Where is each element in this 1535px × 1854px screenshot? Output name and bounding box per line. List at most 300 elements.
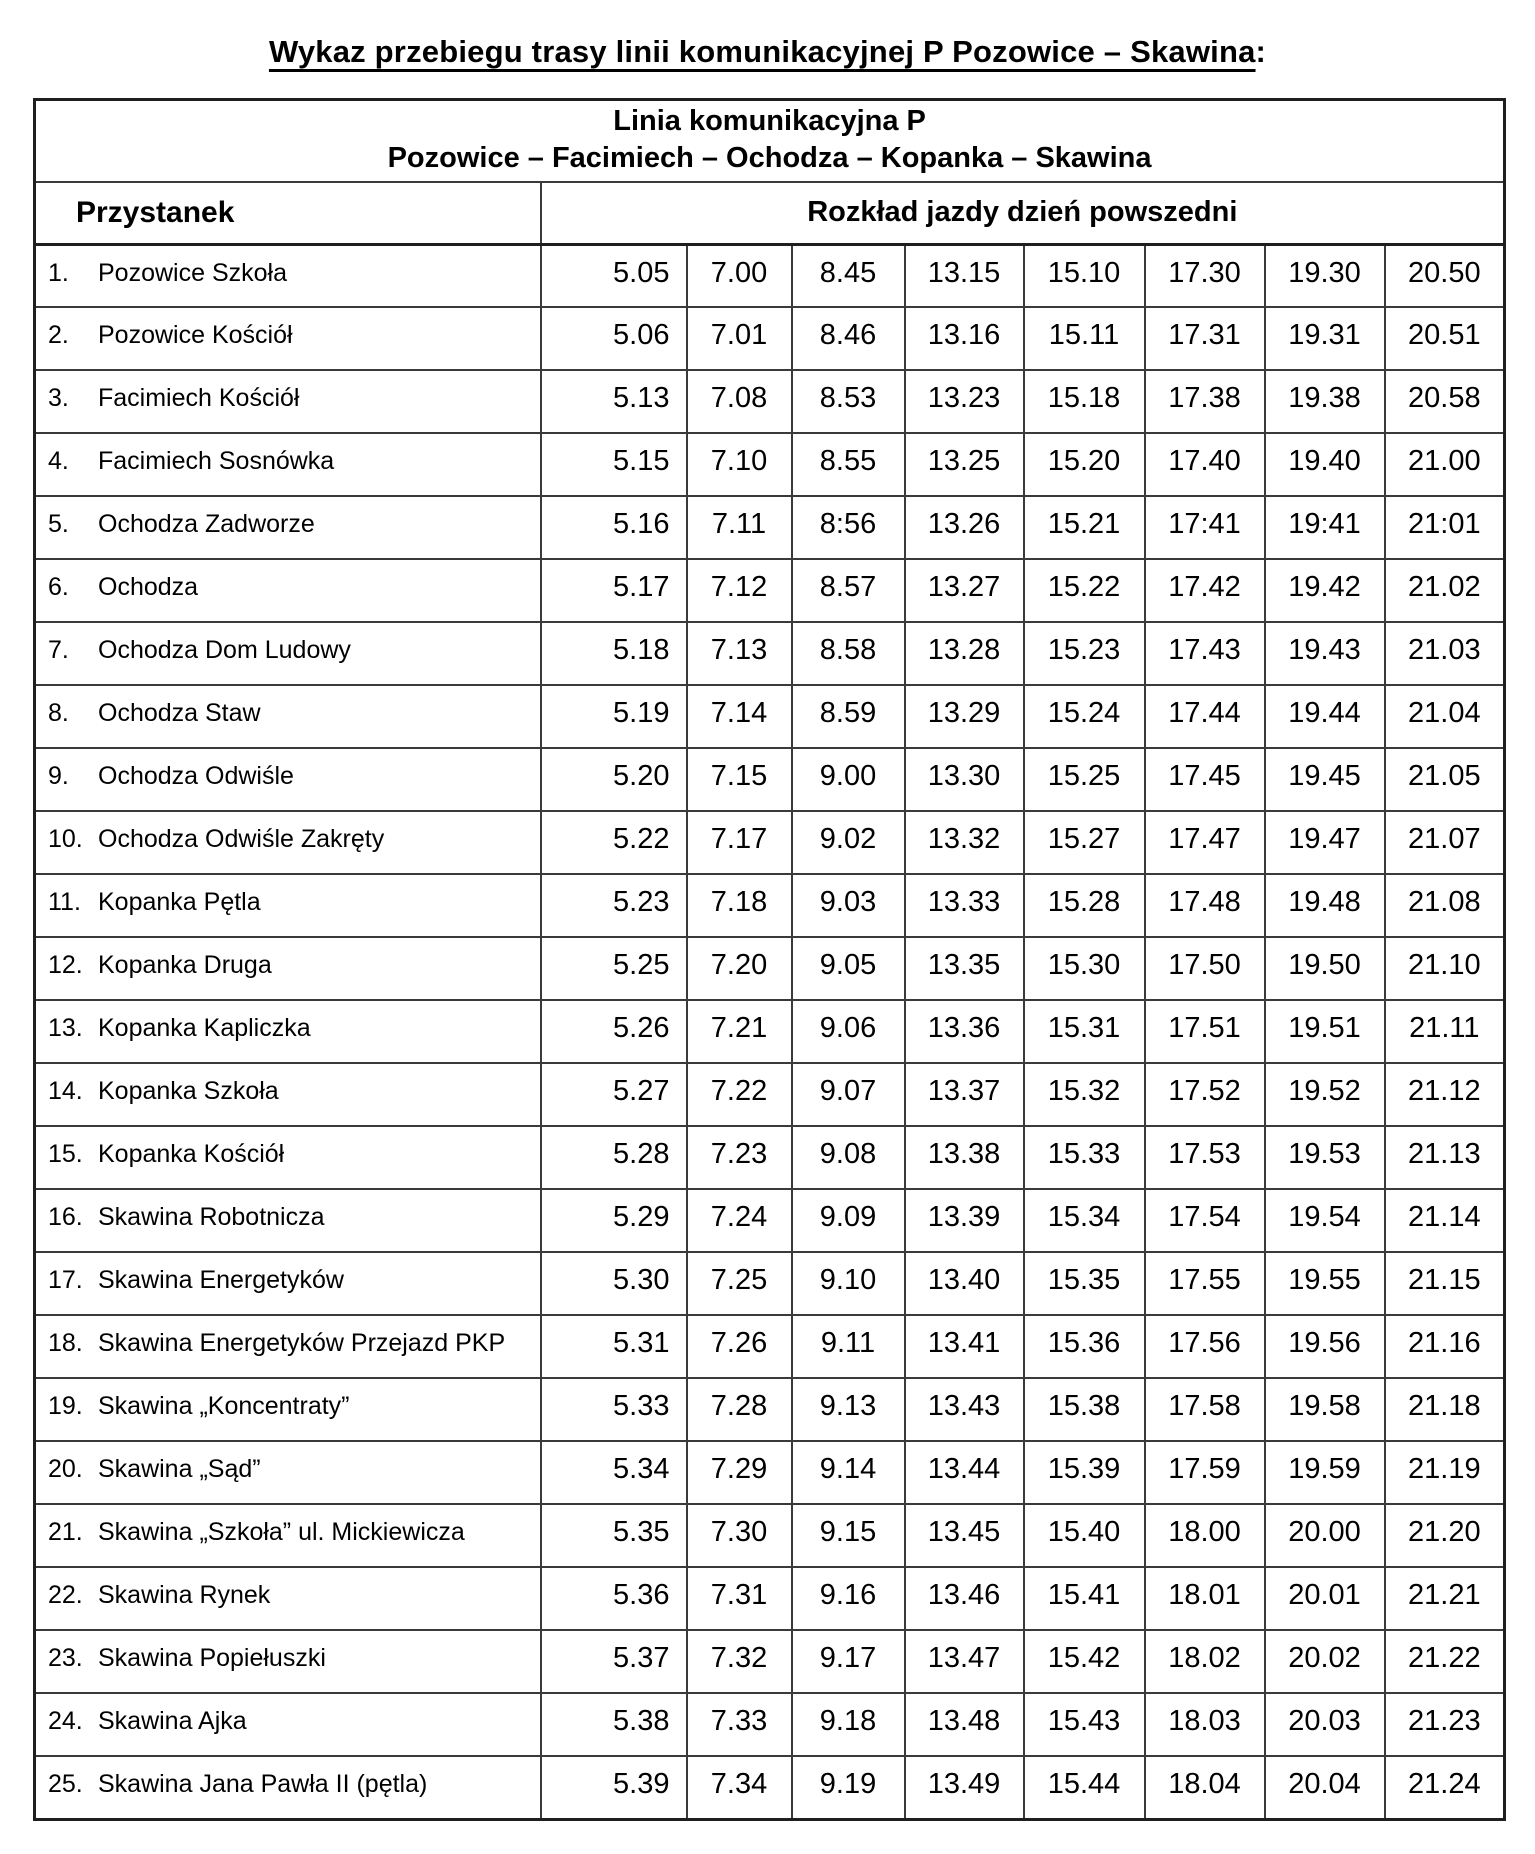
time-cell: 17.51: [1145, 1000, 1265, 1063]
time-cell: 15.23: [1024, 622, 1145, 685]
stop-row: [35, 496, 1505, 559]
stop-number: 21.: [48, 1518, 83, 1546]
stop-name: Facimiech Kościół: [98, 384, 300, 412]
time-cell: 5.29: [541, 1189, 687, 1252]
time-cell: 13.49: [905, 1756, 1024, 1819]
time-cell: 13.39: [905, 1189, 1024, 1252]
stop-name: Pozowice Kościół: [98, 321, 293, 349]
stop-number: 6.: [48, 573, 69, 601]
time-cell: 5.39: [541, 1756, 687, 1819]
time-cell: 17.55: [1145, 1252, 1265, 1315]
time-cell: 7.24: [687, 1189, 792, 1252]
stop-number: 3.: [48, 384, 69, 412]
stop-cell: [35, 1315, 541, 1378]
time-cell: 18.03: [1145, 1693, 1265, 1756]
stop-name: Kopanka Pętla: [98, 888, 261, 916]
time-cell: 21.21: [1385, 1567, 1505, 1630]
stop-row: [35, 1693, 1505, 1756]
stop-row: [35, 1378, 1505, 1441]
time-cell: 7.01: [687, 307, 792, 370]
time-cell: 15.18: [1024, 370, 1145, 433]
time-cell: 7.20: [687, 937, 792, 1000]
stop-name: Ochodza Dom Ludowy: [98, 636, 351, 664]
time-cell: 15.36: [1024, 1315, 1145, 1378]
time-cell: 21.07: [1385, 811, 1505, 874]
time-cell: 7.18: [687, 874, 792, 937]
page-title: [0, 34, 1535, 70]
time-cell: 19.47: [1265, 811, 1385, 874]
time-cell: 17.54: [1145, 1189, 1265, 1252]
time-cell: 13.44: [905, 1441, 1024, 1504]
time-cell: 19.50: [1265, 937, 1385, 1000]
time-cell: 15.44: [1024, 1756, 1145, 1819]
time-cell: 7.10: [687, 433, 792, 496]
time-cell: 20.03: [1265, 1693, 1385, 1756]
time-cell: 21:01: [1385, 496, 1505, 559]
stop-cell: [35, 244, 541, 307]
stop-cell: [35, 748, 541, 811]
time-cell: 5.35: [541, 1504, 687, 1567]
time-cell: 7.23: [687, 1126, 792, 1189]
time-cell: 13.28: [905, 622, 1024, 685]
time-cell: 5.13: [541, 370, 687, 433]
time-cell: 21.12: [1385, 1063, 1505, 1126]
table-title-cell: [35, 100, 1505, 183]
stop-cell: [35, 1630, 541, 1693]
time-cell: 15.32: [1024, 1063, 1145, 1126]
time-cell: 19.52: [1265, 1063, 1385, 1126]
stop-row: [35, 1756, 1505, 1819]
time-cell: 5.27: [541, 1063, 687, 1126]
time-cell: 18.00: [1145, 1504, 1265, 1567]
stop-cell: [35, 307, 541, 370]
stop-name: Skawina Ajka: [98, 1707, 247, 1735]
stop-row: [35, 559, 1505, 622]
time-cell: 17.44: [1145, 685, 1265, 748]
time-cell: 21.10: [1385, 937, 1505, 1000]
time-cell: 15.39: [1024, 1441, 1145, 1504]
time-cell: 7.31: [687, 1567, 792, 1630]
time-cell: 20.51: [1385, 307, 1505, 370]
time-cell: 13.43: [905, 1378, 1024, 1441]
time-cell: 20.50: [1385, 244, 1505, 307]
time-cell: 13.32: [905, 811, 1024, 874]
time-cell: 13.27: [905, 559, 1024, 622]
time-cell: 13.25: [905, 433, 1024, 496]
time-cell: 9.11: [792, 1315, 905, 1378]
time-cell: 5.15: [541, 433, 687, 496]
time-cell: 8.53: [792, 370, 905, 433]
time-cell: 8.59: [792, 685, 905, 748]
time-cell: 19.42: [1265, 559, 1385, 622]
time-cell: 15.33: [1024, 1126, 1145, 1189]
time-cell: 9.03: [792, 874, 905, 937]
stop-number: 11.: [48, 888, 81, 916]
time-cell: 7.28: [687, 1378, 792, 1441]
time-cell: 13.29: [905, 685, 1024, 748]
stop-cell: [35, 1756, 541, 1819]
time-cell: 15.43: [1024, 1693, 1145, 1756]
timetable: [33, 98, 1506, 1821]
time-cell: 19.56: [1265, 1315, 1385, 1378]
time-cell: 15.22: [1024, 559, 1145, 622]
stop-name: Skawina „Szkoła” ul. Mickiewicza: [98, 1518, 465, 1546]
time-cell: 18.02: [1145, 1630, 1265, 1693]
stop-cell: [35, 1063, 541, 1126]
time-cell: 19.51: [1265, 1000, 1385, 1063]
time-cell: 13.23: [905, 370, 1024, 433]
time-cell: 9.06: [792, 1000, 905, 1063]
time-cell: 7.33: [687, 1693, 792, 1756]
stop-number: 13.: [48, 1014, 83, 1042]
time-cell: 7.25: [687, 1252, 792, 1315]
time-cell: 9.18: [792, 1693, 905, 1756]
time-cell: 7.26: [687, 1315, 792, 1378]
time-cell: 7.34: [687, 1756, 792, 1819]
time-cell: 7.17: [687, 811, 792, 874]
time-cell: 18.01: [1145, 1567, 1265, 1630]
stop-number: 8.: [48, 699, 69, 727]
time-cell: 13.33: [905, 874, 1024, 937]
time-cell: 21.13: [1385, 1126, 1505, 1189]
time-cell: 5.31: [541, 1315, 687, 1378]
time-cell: 9.08: [792, 1126, 905, 1189]
time-cell: 21.03: [1385, 622, 1505, 685]
time-cell: 21.14: [1385, 1189, 1505, 1252]
col-header-rozklad: Rozkład jazdy dzień powszedni: [541, 182, 1505, 244]
timetable-body: [35, 244, 1505, 1819]
time-cell: 9.05: [792, 937, 905, 1000]
stop-name: Skawina Jana Pawła II (pętla): [98, 1770, 428, 1798]
time-cell: 19.45: [1265, 748, 1385, 811]
time-cell: 9.14: [792, 1441, 905, 1504]
time-cell: 21.08: [1385, 874, 1505, 937]
time-cell: 17.30: [1145, 244, 1265, 307]
time-cell: 20.01: [1265, 1567, 1385, 1630]
time-cell: 13.15: [905, 244, 1024, 307]
time-cell: 15.41: [1024, 1567, 1145, 1630]
stop-number: 24.: [48, 1707, 83, 1735]
stop-number: 4.: [48, 447, 69, 475]
stop-cell: [35, 622, 541, 685]
stop-cell: [35, 937, 541, 1000]
time-cell: 15.30: [1024, 937, 1145, 1000]
time-cell: 19.54: [1265, 1189, 1385, 1252]
time-cell: 5.26: [541, 1000, 687, 1063]
stop-number: 17.: [48, 1266, 83, 1294]
stop-number: 20.: [48, 1455, 83, 1483]
time-cell: 19.40: [1265, 433, 1385, 496]
stop-number: 19.: [48, 1392, 83, 1420]
stop-name: Skawina Robotnicza: [98, 1203, 325, 1231]
time-cell: 19.44: [1265, 685, 1385, 748]
time-cell: 5.36: [541, 1567, 687, 1630]
line-route: Pozowice – Facimiech – Ochodza – Kopanka – Skawina: [387, 142, 1152, 174]
stop-cell: [35, 433, 541, 496]
time-cell: 17.56: [1145, 1315, 1265, 1378]
stop-name: Pozowice Szkoła: [98, 258, 287, 287]
time-cell: 19.30: [1265, 244, 1385, 307]
line-name: Linia komunikacyjna P: [613, 105, 926, 137]
stop-cell: [35, 559, 541, 622]
time-cell: 7.12: [687, 559, 792, 622]
stop-row: [35, 937, 1505, 1000]
stop-name: Kopanka Kościół: [98, 1140, 285, 1168]
stop-cell: [35, 1567, 541, 1630]
stop-number: 16.: [48, 1203, 83, 1231]
time-cell: 19.58: [1265, 1378, 1385, 1441]
time-cell: 21.20: [1385, 1504, 1505, 1567]
stop-cell: [35, 1693, 541, 1756]
col-header-przystanek: Przystanek: [35, 182, 541, 244]
time-cell: 5.16: [541, 496, 687, 559]
time-cell: 9.10: [792, 1252, 905, 1315]
stop-number: 10.: [48, 825, 83, 853]
time-cell: 17.31: [1145, 307, 1265, 370]
page-title-colon: :: [1255, 34, 1267, 69]
time-cell: 9.13: [792, 1378, 905, 1441]
stop-number: 23.: [48, 1644, 83, 1672]
stop-row: [35, 433, 1505, 496]
stop-name: Ochodza: [98, 573, 199, 601]
time-cell: 21.19: [1385, 1441, 1505, 1504]
stop-number: 14.: [48, 1077, 83, 1105]
stop-cell: [35, 370, 541, 433]
time-cell: 19.43: [1265, 622, 1385, 685]
time-cell: 13.35: [905, 937, 1024, 1000]
stop-cell: [35, 1126, 541, 1189]
time-cell: 7.13: [687, 622, 792, 685]
stop-name: Skawina Energetyków: [98, 1266, 344, 1294]
stop-number: 18.: [48, 1329, 83, 1357]
stop-cell: [35, 685, 541, 748]
time-cell: 5.34: [541, 1441, 687, 1504]
stop-row: [35, 685, 1505, 748]
time-cell: 21.23: [1385, 1693, 1505, 1756]
time-cell: 9.00: [792, 748, 905, 811]
time-cell: 15.31: [1024, 1000, 1145, 1063]
time-cell: 15.34: [1024, 1189, 1145, 1252]
stop-row: [35, 370, 1505, 433]
time-cell: 8.57: [792, 559, 905, 622]
time-cell: 17.42: [1145, 559, 1265, 622]
stop-number: 12.: [48, 951, 83, 979]
time-cell: 17.53: [1145, 1126, 1265, 1189]
time-cell: 9.02: [792, 811, 905, 874]
stop-name: Skawina Energetyków Przejazd PKP: [98, 1329, 506, 1357]
stop-name: Kopanka Kapliczka: [98, 1014, 311, 1042]
stop-row: [35, 1504, 1505, 1567]
stop-cell: [35, 1252, 541, 1315]
stop-row: [35, 748, 1505, 811]
time-cell: 13.36: [905, 1000, 1024, 1063]
stop-row: [35, 874, 1505, 937]
time-cell: 15.21: [1024, 496, 1145, 559]
time-cell: 5.25: [541, 937, 687, 1000]
time-cell: 21.24: [1385, 1756, 1505, 1819]
stop-name: Skawina „Sąd”: [98, 1455, 261, 1483]
time-cell: 5.06: [541, 307, 687, 370]
time-cell: 15.38: [1024, 1378, 1145, 1441]
time-cell: 13.37: [905, 1063, 1024, 1126]
time-cell: 13.46: [905, 1567, 1024, 1630]
time-cell: 17.50: [1145, 937, 1265, 1000]
time-cell: 15.25: [1024, 748, 1145, 811]
stop-name: Skawina Rynek: [98, 1581, 271, 1609]
time-cell: 5.20: [541, 748, 687, 811]
time-cell: 5.22: [541, 811, 687, 874]
time-cell: 7.21: [687, 1000, 792, 1063]
time-cell: 15.10: [1024, 244, 1145, 307]
time-cell: 19.38: [1265, 370, 1385, 433]
time-cell: 13.30: [905, 748, 1024, 811]
time-cell: 20.00: [1265, 1504, 1385, 1567]
time-cell: 5.28: [541, 1126, 687, 1189]
time-cell: 20.02: [1265, 1630, 1385, 1693]
stop-row: [35, 1126, 1505, 1189]
time-cell: 9.17: [792, 1630, 905, 1693]
time-cell: 5.18: [541, 622, 687, 685]
time-cell: 21.11: [1385, 1000, 1505, 1063]
stop-row: [35, 1252, 1505, 1315]
time-cell: 13.47: [905, 1630, 1024, 1693]
time-cell: 7.08: [687, 370, 792, 433]
time-cell: 13.45: [905, 1504, 1024, 1567]
stop-cell: [35, 496, 541, 559]
time-cell: 5.30: [541, 1252, 687, 1315]
time-cell: 8.45: [792, 244, 905, 307]
time-cell: 13.16: [905, 307, 1024, 370]
time-cell: 7.29: [687, 1441, 792, 1504]
time-cell: 9.09: [792, 1189, 905, 1252]
time-cell: 17.59: [1145, 1441, 1265, 1504]
stop-name: Ochodza Odwiśle Zakręty: [98, 825, 385, 853]
time-cell: 19.53: [1265, 1126, 1385, 1189]
stop-number: 25.: [48, 1770, 83, 1798]
time-cell: 15.11: [1024, 307, 1145, 370]
time-cell: 15.35: [1024, 1252, 1145, 1315]
time-cell: 13.40: [905, 1252, 1024, 1315]
time-cell: 17.48: [1145, 874, 1265, 937]
time-cell: 19:41: [1265, 496, 1385, 559]
time-cell: 19.31: [1265, 307, 1385, 370]
time-cell: 7.14: [687, 685, 792, 748]
stop-row: [35, 1189, 1505, 1252]
time-cell: 21.16: [1385, 1315, 1505, 1378]
stop-cell: [35, 1189, 541, 1252]
time-cell: 20.04: [1265, 1756, 1385, 1819]
time-cell: 19.48: [1265, 874, 1385, 937]
stop-cell: [35, 811, 541, 874]
time-cell: 5.17: [541, 559, 687, 622]
time-cell: 21.15: [1385, 1252, 1505, 1315]
stop-cell: [35, 874, 541, 937]
time-cell: 21.18: [1385, 1378, 1505, 1441]
stop-number: 9.: [48, 762, 69, 790]
time-cell: 17.45: [1145, 748, 1265, 811]
time-cell: 5.38: [541, 1693, 687, 1756]
stop-row: [35, 244, 1505, 307]
time-cell: 13.41: [905, 1315, 1024, 1378]
time-cell: 8.46: [792, 307, 905, 370]
stop-cell: [35, 1378, 541, 1441]
table-title-row: [35, 100, 1505, 183]
time-cell: 15.28: [1024, 874, 1145, 937]
time-cell: 21.02: [1385, 559, 1505, 622]
time-cell: 7.11: [687, 496, 792, 559]
time-cell: 21.22: [1385, 1630, 1505, 1693]
stop-name: Ochodza Staw: [98, 699, 261, 727]
stop-row: [35, 1063, 1505, 1126]
time-cell: 7.32: [687, 1630, 792, 1693]
stop-cell: [35, 1504, 541, 1567]
stop-row: [35, 1315, 1505, 1378]
time-cell: 15.24: [1024, 685, 1145, 748]
time-cell: 17.58: [1145, 1378, 1265, 1441]
time-cell: 8:56: [792, 496, 905, 559]
time-cell: 17:41: [1145, 496, 1265, 559]
stop-row: [35, 1630, 1505, 1693]
time-cell: 21.00: [1385, 433, 1505, 496]
time-cell: 9.07: [792, 1063, 905, 1126]
stop-number: 7.: [48, 636, 69, 664]
time-cell: 15.20: [1024, 433, 1145, 496]
time-cell: 9.15: [792, 1504, 905, 1567]
column-header-row: [35, 182, 1505, 244]
page-title-text: Wykaz przebiegu trasy linii komunikacyjnej P Pozowice – Skawina: [268, 34, 1256, 69]
time-cell: 5.05: [541, 244, 687, 307]
stop-name: Skawina „Koncentraty”: [98, 1392, 350, 1420]
stop-cell: [35, 1000, 541, 1063]
stop-row: [35, 307, 1505, 370]
time-cell: 8.55: [792, 433, 905, 496]
time-cell: 13.38: [905, 1126, 1024, 1189]
time-cell: 18.04: [1145, 1756, 1265, 1819]
stop-name: Kopanka Szkoła: [98, 1077, 279, 1105]
stop-row: [35, 1567, 1505, 1630]
time-cell: 5.37: [541, 1630, 687, 1693]
time-cell: 19.55: [1265, 1252, 1385, 1315]
time-cell: 7.22: [687, 1063, 792, 1126]
time-cell: 7.30: [687, 1504, 792, 1567]
time-cell: 20.58: [1385, 370, 1505, 433]
stop-cell: [35, 1441, 541, 1504]
time-cell: 5.23: [541, 874, 687, 937]
stop-name: Skawina Popiełuszki: [98, 1644, 326, 1672]
time-cell: 15.27: [1024, 811, 1145, 874]
stop-row: [35, 811, 1505, 874]
stop-name: Kopanka Druga: [98, 951, 272, 979]
stop-number: 5.: [48, 510, 69, 538]
time-cell: 13.48: [905, 1693, 1024, 1756]
stop-row: [35, 1441, 1505, 1504]
time-cell: 17.43: [1145, 622, 1265, 685]
time-cell: 21.05: [1385, 748, 1505, 811]
time-cell: 17.52: [1145, 1063, 1265, 1126]
time-cell: 13.26: [905, 496, 1024, 559]
time-cell: 15.40: [1024, 1504, 1145, 1567]
time-cell: 8.58: [792, 622, 905, 685]
time-cell: 19.59: [1265, 1441, 1385, 1504]
stop-number: 22.: [48, 1581, 83, 1609]
time-cell: 5.19: [541, 685, 687, 748]
time-cell: 9.16: [792, 1567, 905, 1630]
time-cell: 21.04: [1385, 685, 1505, 748]
stop-row: [35, 622, 1505, 685]
stop-number: 1.: [48, 258, 69, 287]
stop-name: Ochodza Odwiśle: [98, 762, 294, 790]
time-cell: 17.40: [1145, 433, 1265, 496]
